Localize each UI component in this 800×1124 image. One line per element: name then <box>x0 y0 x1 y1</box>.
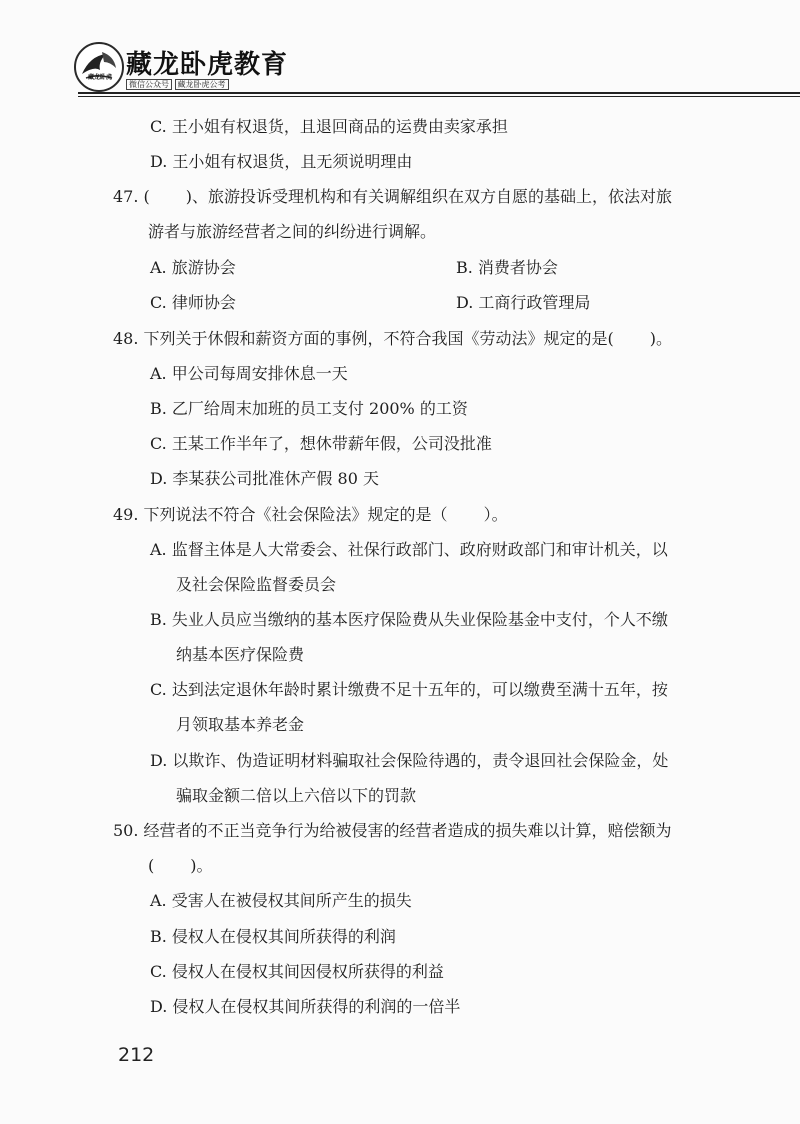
question-number: 48. <box>113 329 139 348</box>
prev-option-c: C. 王小姐有权退货，且退回商品的运费由卖家承担 <box>150 117 508 136</box>
question-text: 下列关于休假和薪资方面的事例，不符合我国《劳动法》规定的是( <box>143 329 614 348</box>
q49-option-a: A. 监督主体是人大常委会、社保行政部门、政府财政部门和审计机关，以 <box>150 540 668 559</box>
q49-option-d-cont: 骗取金额二倍以上六倍以下的罚款 <box>176 786 417 805</box>
question-49-stem <box>113 505 508 525</box>
q49-option-d: D. 以欺诈、伪造证明材料骗取社会保险待遇的，责令退回社会保险金，处 <box>150 751 669 770</box>
q49-option-b-cont: 纳基本医疗保险费 <box>176 645 305 664</box>
question-number: 49. <box>113 505 139 524</box>
q47-option-b: B. 消费者协会 <box>456 258 558 277</box>
brand-subtitle <box>126 79 229 90</box>
question-50-stem <box>113 821 672 841</box>
q47-option-c: C. 律师协会 <box>150 293 236 312</box>
header-rule-thin <box>78 96 800 97</box>
header-rule-thick <box>78 92 800 94</box>
answer-blank-close: ）。 <box>483 505 508 524</box>
question-text: 经营者的不正当竞争行为给被侵害的经营者造成的损失难以计算，赔偿额为 <box>143 821 672 840</box>
q47-option-d: D. 工商行政管理局 <box>456 293 591 312</box>
q48-option-b: B. 乙厂给周末加班的员工支付 200% 的工资 <box>150 399 468 418</box>
answer-blank-open: ( <box>148 856 155 875</box>
question-47-stem-cont: 游者与旅游经营者之间的纠纷进行调解。 <box>148 222 437 241</box>
question-number: 50. <box>113 821 139 840</box>
answer-blank-open: ( <box>143 187 150 206</box>
answer-blank-close: )。 <box>190 856 213 875</box>
q48-option-c: C. 王某工作半年了，想休带薪年假，公司没批准 <box>150 434 492 453</box>
q49-option-c: C. 达到法定退休年龄时累计缴费不足十五年的，可以缴费至满十五年，按 <box>150 680 668 699</box>
question-50-stem-cont <box>148 856 213 876</box>
question-47-stem <box>113 187 672 207</box>
q49-option-a-cont: 及社会保险监督委员会 <box>176 575 337 594</box>
question-number: 47. <box>113 187 139 206</box>
q50-option-b: B. 侵权人在侵权其间所获得的利润 <box>150 927 396 946</box>
question-text: 下列说法不符合《社会保险法》规定的是（ <box>143 505 448 524</box>
wechat-label: 微信公众号 <box>126 79 172 90</box>
page-header <box>0 0 800 100</box>
q48-option-a: A. 甲公司每周安排休息一天 <box>150 364 348 383</box>
q50-option-d: D. 侵权人在侵权其间所获得的利润的一倍半 <box>150 997 461 1016</box>
question-text: )、旅游投诉受理机构和有关调解组织在双方自愿的基础上，依法对旅 <box>185 187 673 206</box>
dragon-tiger-logo-icon <box>76 44 122 90</box>
logo-caption: 藏龙卧虎 <box>88 74 113 81</box>
q50-option-a: A. 受害人在被侵权其间所产生的损失 <box>150 891 412 910</box>
page-number: 212 <box>118 1044 155 1066</box>
prev-option-d: D. 王小姐有权退货，且无须说明理由 <box>150 152 413 171</box>
q49-option-c-cont: 月领取基本养老金 <box>176 715 305 734</box>
brand-title: 藏龙卧虎教育 <box>126 50 289 80</box>
question-48-stem <box>113 329 672 349</box>
q50-option-c: C. 侵权人在侵权其间因侵权所获得的利益 <box>150 962 444 981</box>
q47-option-a: A. 旅游协会 <box>150 258 236 277</box>
wechat-account: 藏龙卧虎公考 <box>175 79 229 90</box>
q49-option-b: B. 失业人员应当缴纳的基本医疗保险费从失业保险基金中支付，个人不缴 <box>150 610 668 629</box>
brand-logo <box>74 42 124 92</box>
answer-blank-close: )。 <box>649 329 673 348</box>
q48-option-d: D. 李某获公司批准休产假 80 天 <box>150 469 379 488</box>
